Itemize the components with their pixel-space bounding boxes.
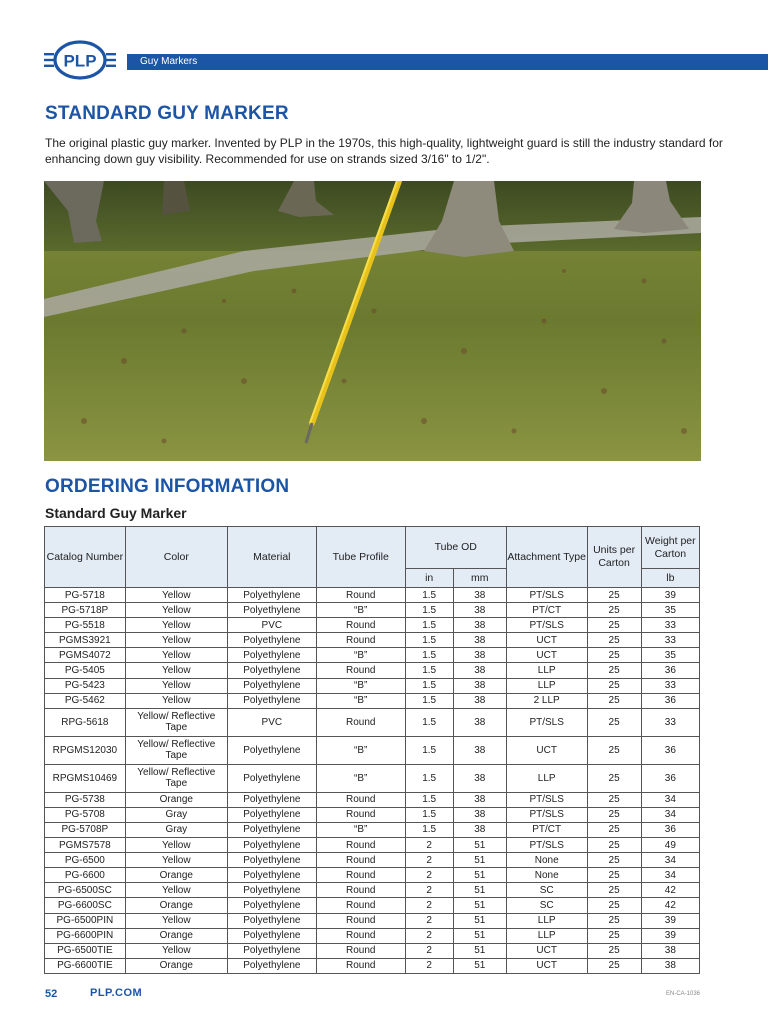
catalog-cell: PG-5423 — [45, 678, 126, 693]
logo-text: PLP — [63, 51, 97, 71]
color-cell: Gray — [125, 822, 227, 837]
catalog-cell: PGMS4072 — [45, 648, 126, 663]
attachment-cell: PT/SLS — [506, 838, 587, 853]
units-cell: 25 — [587, 943, 641, 958]
profile-cell: Round — [316, 958, 405, 973]
material-cell: Polyethylene — [227, 648, 316, 663]
material-cell: Polyethylene — [227, 588, 316, 603]
weight-cell: 36 — [641, 822, 699, 837]
weight-cell: 35 — [641, 648, 699, 663]
attachment-cell: UCT — [506, 958, 587, 973]
od-in-cell: 2 — [405, 943, 453, 958]
material-cell: Polyethylene — [227, 736, 316, 764]
material-cell: Polyethylene — [227, 838, 316, 853]
color-cell: Yellow — [125, 633, 227, 648]
od-in-cell: 1.5 — [405, 822, 453, 837]
od-in-cell: 1.5 — [405, 693, 453, 708]
color-cell: Yellow — [125, 618, 227, 633]
material-cell: Polyethylene — [227, 678, 316, 693]
color-cell: Yellow — [125, 678, 227, 693]
catalog-cell: PG-6500TIE — [45, 943, 126, 958]
od-in-cell: 1.5 — [405, 807, 453, 822]
color-cell: Yellow — [125, 883, 227, 898]
od-mm-cell: 51 — [453, 868, 506, 883]
profile-cell: Round — [316, 663, 405, 678]
units-cell: 25 — [587, 588, 641, 603]
footer-url[interactable]: PLP.COM — [90, 987, 143, 999]
attachment-cell: PT/SLS — [506, 618, 587, 633]
attachment-cell: None — [506, 853, 587, 868]
material-cell: Polyethylene — [227, 633, 316, 648]
od-mm-cell: 51 — [453, 958, 506, 973]
header-units: Units per Carton — [587, 527, 641, 588]
od-in-cell: 2 — [405, 928, 453, 943]
catalog-cell: RPGMS12030 — [45, 736, 126, 764]
od-mm-cell: 38 — [453, 603, 506, 618]
catalog-cell: PG-5738 — [45, 792, 126, 807]
weight-cell: 38 — [641, 958, 699, 973]
material-cell: Polyethylene — [227, 928, 316, 943]
attachment-cell: LLP — [506, 764, 587, 792]
color-cell: Yellow — [125, 838, 227, 853]
od-in-cell: 1.5 — [405, 678, 453, 693]
color-cell: Yellow — [125, 603, 227, 618]
color-cell: Yellow — [125, 693, 227, 708]
attachment-cell: None — [506, 868, 587, 883]
weight-cell: 36 — [641, 663, 699, 678]
od-mm-cell: 38 — [453, 736, 506, 764]
weight-cell: 35 — [641, 603, 699, 618]
profile-cell: Round — [316, 943, 405, 958]
od-mm-cell: 51 — [453, 853, 506, 868]
profile-cell: Round — [316, 913, 405, 928]
color-cell: Orange — [125, 792, 227, 807]
od-in-cell: 1.5 — [405, 618, 453, 633]
weight-cell: 38 — [641, 943, 699, 958]
od-in-cell: 2 — [405, 913, 453, 928]
table-row — [45, 883, 700, 898]
section-label: Guy Markers — [140, 56, 198, 67]
units-cell: 25 — [587, 678, 641, 693]
header-color: Color — [125, 527, 227, 588]
od-mm-cell: 38 — [453, 633, 506, 648]
weight-cell: 33 — [641, 633, 699, 648]
table-row — [45, 958, 700, 973]
profile-cell: Round — [316, 708, 405, 736]
weight-cell: 42 — [641, 883, 699, 898]
weight-cell: 34 — [641, 853, 699, 868]
units-cell: 25 — [587, 883, 641, 898]
header-tube-od: Tube OD — [405, 527, 506, 569]
units-cell: 25 — [587, 928, 641, 943]
material-cell: Polyethylene — [227, 898, 316, 913]
table-row — [45, 633, 700, 648]
table-row — [45, 913, 700, 928]
attachment-cell: LLP — [506, 928, 587, 943]
attachment-cell: LLP — [506, 678, 587, 693]
table-row — [45, 663, 700, 678]
profile-cell: Round — [316, 792, 405, 807]
attachment-cell: PT/SLS — [506, 807, 587, 822]
color-cell: Yellow/ Reflective Tape — [125, 764, 227, 792]
weight-cell: 33 — [641, 678, 699, 693]
weight-cell: 34 — [641, 792, 699, 807]
weight-cell: 36 — [641, 693, 699, 708]
od-mm-cell: 38 — [453, 618, 506, 633]
units-cell: 25 — [587, 648, 641, 663]
color-cell: Yellow/ Reflective Tape — [125, 708, 227, 736]
profile-cell: Round — [316, 838, 405, 853]
profile-cell: Round — [316, 898, 405, 913]
profile-cell: “B” — [316, 764, 405, 792]
units-cell: 25 — [587, 764, 641, 792]
catalog-cell: PG-6500SC — [45, 883, 126, 898]
weight-cell: 33 — [641, 708, 699, 736]
ordering-table — [44, 526, 700, 974]
weight-cell: 36 — [641, 736, 699, 764]
catalog-cell: RPG-5618 — [45, 708, 126, 736]
material-cell: Polyethylene — [227, 883, 316, 898]
profile-cell: “B” — [316, 648, 405, 663]
material-cell: Polyethylene — [227, 943, 316, 958]
table-row — [45, 764, 700, 792]
header-weight: Weight per Carton — [641, 527, 699, 569]
color-cell: Orange — [125, 928, 227, 943]
units-cell: 25 — [587, 792, 641, 807]
od-mm-cell: 51 — [453, 898, 506, 913]
attachment-cell: UCT — [506, 943, 587, 958]
attachment-cell: UCT — [506, 633, 587, 648]
catalog-cell: RPGMS10469 — [45, 764, 126, 792]
od-in-cell: 2 — [405, 838, 453, 853]
color-cell: Gray — [125, 807, 227, 822]
catalog-cell: PG-5518 — [45, 618, 126, 633]
weight-cell: 39 — [641, 928, 699, 943]
attachment-cell: PT/SLS — [506, 792, 587, 807]
units-cell: 25 — [587, 958, 641, 973]
od-mm-cell: 51 — [453, 943, 506, 958]
weight-cell: 34 — [641, 807, 699, 822]
header-catalog: Catalog Number — [45, 527, 126, 588]
od-mm-cell: 38 — [453, 764, 506, 792]
catalog-cell: PG-5718P — [45, 603, 126, 618]
color-cell: Orange — [125, 958, 227, 973]
color-cell: Yellow/ Reflective Tape — [125, 736, 227, 764]
color-cell: Orange — [125, 868, 227, 883]
od-in-cell: 1.5 — [405, 764, 453, 792]
attachment-cell: PT/CT — [506, 603, 587, 618]
header-lb: lb — [641, 569, 699, 588]
table-row — [45, 898, 700, 913]
header-in: in — [405, 569, 453, 588]
od-mm-cell: 38 — [453, 648, 506, 663]
material-cell: Polyethylene — [227, 913, 316, 928]
units-cell: 25 — [587, 603, 641, 618]
profile-cell: Round — [316, 618, 405, 633]
attachment-cell: PT/SLS — [506, 708, 587, 736]
doc-code: EN-CA-1036 — [665, 991, 700, 997]
table-row — [45, 853, 700, 868]
table-row — [45, 838, 700, 853]
od-in-cell: 1.5 — [405, 633, 453, 648]
catalog-cell: PG-6500 — [45, 853, 126, 868]
units-cell: 25 — [587, 913, 641, 928]
catalog-cell: PG-6600 — [45, 868, 126, 883]
material-cell: Polyethylene — [227, 868, 316, 883]
weight-cell: 49 — [641, 838, 699, 853]
table-row — [45, 822, 700, 837]
profile-cell: Round — [316, 928, 405, 943]
od-mm-cell: 38 — [453, 693, 506, 708]
units-cell: 25 — [587, 663, 641, 678]
material-cell: Polyethylene — [227, 958, 316, 973]
od-in-cell: 2 — [405, 958, 453, 973]
product-photo — [44, 181, 701, 461]
units-cell: 25 — [587, 693, 641, 708]
units-cell: 25 — [587, 807, 641, 822]
catalog-cell: PGMS7578 — [45, 838, 126, 853]
catalog-cell: PG-5708P — [45, 822, 126, 837]
table-title: Standard Guy Marker — [45, 505, 187, 521]
od-mm-cell: 38 — [453, 807, 506, 822]
table-row — [45, 928, 700, 943]
table-row — [45, 792, 700, 807]
profile-cell: “B” — [316, 693, 405, 708]
profile-cell: Round — [316, 633, 405, 648]
od-mm-cell: 38 — [453, 678, 506, 693]
units-cell: 25 — [587, 633, 641, 648]
material-cell: Polyethylene — [227, 792, 316, 807]
catalog-cell: PG-5708 — [45, 807, 126, 822]
units-cell: 25 — [587, 822, 641, 837]
section-header-bar — [127, 54, 768, 70]
od-mm-cell: 51 — [453, 928, 506, 943]
od-in-cell: 1.5 — [405, 736, 453, 764]
catalog-cell: PG-5405 — [45, 663, 126, 678]
material-cell: Polyethylene — [227, 764, 316, 792]
od-mm-cell: 51 — [453, 913, 506, 928]
units-cell: 25 — [587, 736, 641, 764]
units-cell: 25 — [587, 708, 641, 736]
page-title: STANDARD GUY MARKER — [45, 103, 289, 124]
profile-cell: Round — [316, 588, 405, 603]
material-cell: Polyethylene — [227, 603, 316, 618]
units-cell: 25 — [587, 853, 641, 868]
weight-cell: 33 — [641, 618, 699, 633]
intro-paragraph: The original plastic guy marker. Invented by PLP in the 1970s, this high-quality, lightweight guard is still the industry standard for enhancing down guy visibility. Recommended for use on strands sized 3/16" to 1/2". — [45, 136, 723, 166]
profile-cell: “B” — [316, 603, 405, 618]
attachment-cell: SC — [506, 883, 587, 898]
catalog-cell: PG-6600PIN — [45, 928, 126, 943]
color-cell: Orange — [125, 898, 227, 913]
attachment-cell: SC — [506, 898, 587, 913]
profile-cell: Round — [316, 883, 405, 898]
profile-cell: Round — [316, 868, 405, 883]
od-mm-cell: 38 — [453, 708, 506, 736]
header-material: Material — [227, 527, 316, 588]
table-row — [45, 736, 700, 764]
od-in-cell: 1.5 — [405, 792, 453, 807]
material-cell: Polyethylene — [227, 693, 316, 708]
od-in-cell: 1.5 — [405, 648, 453, 663]
plp-logo — [44, 40, 116, 80]
od-mm-cell: 38 — [453, 792, 506, 807]
od-mm-cell: 38 — [453, 822, 506, 837]
color-cell: Yellow — [125, 663, 227, 678]
material-cell: PVC — [227, 708, 316, 736]
table-row — [45, 648, 700, 663]
material-cell: Polyethylene — [227, 853, 316, 868]
catalog-cell: PG-5462 — [45, 693, 126, 708]
weight-cell: 39 — [641, 913, 699, 928]
catalog-cell: PGMS3921 — [45, 633, 126, 648]
od-in-cell: 1.5 — [405, 663, 453, 678]
weight-cell: 42 — [641, 898, 699, 913]
od-in-cell: 2 — [405, 898, 453, 913]
header-mm: mm — [453, 569, 506, 588]
profile-cell: “B” — [316, 822, 405, 837]
weight-cell: 39 — [641, 588, 699, 603]
od-in-cell: 2 — [405, 853, 453, 868]
table-row — [45, 603, 700, 618]
header-tube-profile: Tube Profile — [316, 527, 405, 588]
table-row — [45, 678, 700, 693]
table-row — [45, 943, 700, 958]
units-cell: 25 — [587, 618, 641, 633]
table-row — [45, 693, 700, 708]
attachment-cell: PT/CT — [506, 822, 587, 837]
weight-cell: 36 — [641, 764, 699, 792]
catalog-cell: PG-6600TIE — [45, 958, 126, 973]
attachment-cell: UCT — [506, 736, 587, 764]
page-number: 52 — [45, 988, 58, 1000]
profile-cell: Round — [316, 807, 405, 822]
table-row — [45, 807, 700, 822]
material-cell: PVC — [227, 618, 316, 633]
attachment-cell: LLP — [506, 913, 587, 928]
material-cell: Polyethylene — [227, 822, 316, 837]
od-mm-cell: 38 — [453, 663, 506, 678]
ordering-heading: ORDERING INFORMATION — [45, 476, 290, 497]
color-cell: Yellow — [125, 648, 227, 663]
od-mm-cell: 51 — [453, 883, 506, 898]
header-attachment: Attachment Type — [506, 527, 587, 588]
od-mm-cell: 51 — [453, 838, 506, 853]
color-cell: Yellow — [125, 588, 227, 603]
color-cell: Yellow — [125, 853, 227, 868]
attachment-cell: UCT — [506, 648, 587, 663]
units-cell: 25 — [587, 838, 641, 853]
table-row — [45, 618, 700, 633]
od-in-cell: 2 — [405, 883, 453, 898]
table-row — [45, 868, 700, 883]
profile-cell: Round — [316, 853, 405, 868]
color-cell: Yellow — [125, 913, 227, 928]
attachment-cell: PT/SLS — [506, 588, 587, 603]
profile-cell: “B” — [316, 736, 405, 764]
table-row — [45, 588, 700, 603]
table-row — [45, 708, 700, 736]
od-mm-cell: 38 — [453, 588, 506, 603]
attachment-cell: LLP — [506, 663, 587, 678]
units-cell: 25 — [587, 868, 641, 883]
units-cell: 25 — [587, 898, 641, 913]
material-cell: Polyethylene — [227, 807, 316, 822]
catalog-cell: PG-6500PIN — [45, 913, 126, 928]
od-in-cell: 1.5 — [405, 603, 453, 618]
catalog-cell: PG-6600SC — [45, 898, 126, 913]
table-body — [45, 588, 700, 974]
material-cell: Polyethylene — [227, 663, 316, 678]
profile-cell: “B” — [316, 678, 405, 693]
catalog-cell: PG-5718 — [45, 588, 126, 603]
od-in-cell: 1.5 — [405, 708, 453, 736]
weight-cell: 34 — [641, 868, 699, 883]
od-in-cell: 1.5 — [405, 588, 453, 603]
od-in-cell: 2 — [405, 868, 453, 883]
attachment-cell: 2 LLP — [506, 693, 587, 708]
color-cell: Yellow — [125, 943, 227, 958]
